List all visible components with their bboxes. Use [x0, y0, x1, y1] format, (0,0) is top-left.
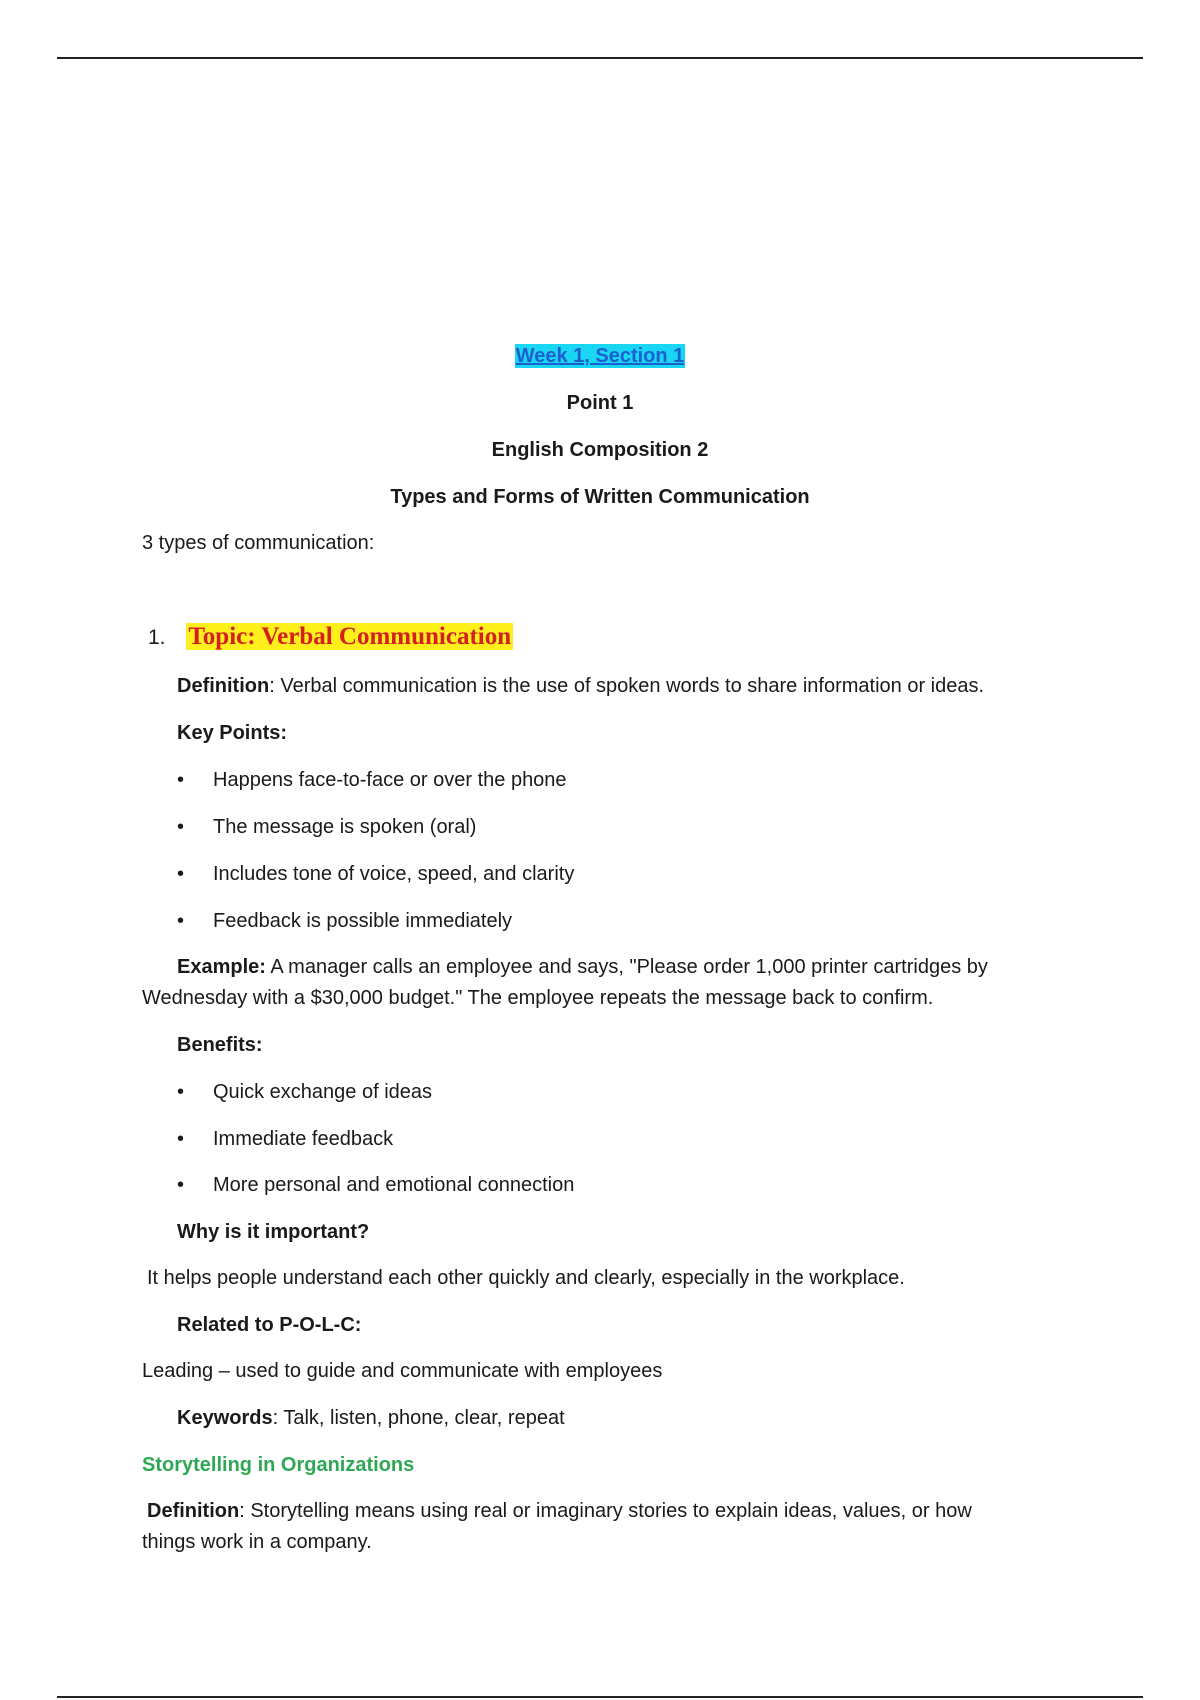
storytelling-heading: Storytelling in Organizations — [142, 1454, 415, 1476]
example-label: Example: — [177, 956, 266, 978]
definition-text: : Verbal communication is the use of spoken words to share information or ideas. — [269, 675, 985, 697]
key-point-text: The message is spoken (oral) — [213, 816, 477, 838]
intro-text: 3 types of communication: — [142, 532, 375, 554]
point-label: Point 1 — [566, 392, 634, 414]
bullet-icon: • — [177, 910, 185, 932]
key-point-text: Feedback is possible immediately — [213, 910, 513, 932]
benefit-text: Quick exchange of ideas — [213, 1081, 433, 1103]
key-point-text: Includes tone of voice, speed, and clarity — [213, 863, 575, 885]
course-title: English Composition 2 — [491, 439, 709, 461]
bottom-rule — [57, 1696, 1143, 1698]
key-points-heading: Key Points: — [177, 722, 288, 744]
week-section-line — [0, 343, 1200, 369]
keywords-text: : Talk, listen, phone, clear, repeat — [272, 1407, 565, 1429]
bullet-icon: • — [177, 816, 185, 838]
importance-heading: Why is it important? — [177, 1221, 370, 1243]
week-section-link[interactable]: Week 1, Section 1 — [515, 345, 685, 367]
benefits-heading: Benefits: — [177, 1034, 263, 1056]
bullet-icon: • — [177, 769, 185, 791]
storytelling-def-label: Definition — [147, 1500, 240, 1522]
example-line-1 — [177, 954, 988, 980]
keywords-line — [177, 1405, 565, 1431]
example-line-2: Wednesday with a $30,000 budget." The employee repeats the message back to confirm. — [142, 987, 934, 1009]
polc-text: Leading – used to guide and communicate with employees — [142, 1360, 663, 1382]
example-text-1: A manager calls an employee and says, "Please order 1,000 printer cartridges by — [265, 956, 988, 978]
bullet-icon: • — [177, 863, 185, 885]
benefit-text: More personal and emotional connection — [213, 1174, 575, 1196]
bullet-icon: • — [177, 1128, 185, 1150]
storytelling-def-line-2: things work in a company. — [142, 1531, 372, 1553]
top-rule — [57, 57, 1143, 59]
importance-text: It helps people understand each other quickly and clearly, especially in the workplace. — [147, 1267, 905, 1289]
definition-line — [177, 673, 984, 699]
bullet-icon: • — [177, 1174, 185, 1196]
storytelling-def-line-1 — [147, 1498, 972, 1524]
topic-heading — [148, 622, 513, 655]
topic-number: 1. — [148, 626, 166, 649]
bullet-icon: • — [177, 1081, 185, 1103]
benefit-text: Immediate feedback — [213, 1128, 394, 1150]
document-title: Types and Forms of Written Communication — [390, 486, 810, 508]
polc-heading: Related to P-O-L-C: — [177, 1314, 362, 1336]
keywords-label: Keywords — [177, 1407, 273, 1429]
storytelling-def-text-1: : Storytelling means using real or imaginary stories to explain ideas, values, or how — [239, 1500, 972, 1522]
key-point-text: Happens face-to-face or over the phone — [213, 769, 567, 791]
definition-label: Definition — [177, 675, 270, 697]
topic-label: Topic: Verbal Communication — [188, 623, 512, 650]
